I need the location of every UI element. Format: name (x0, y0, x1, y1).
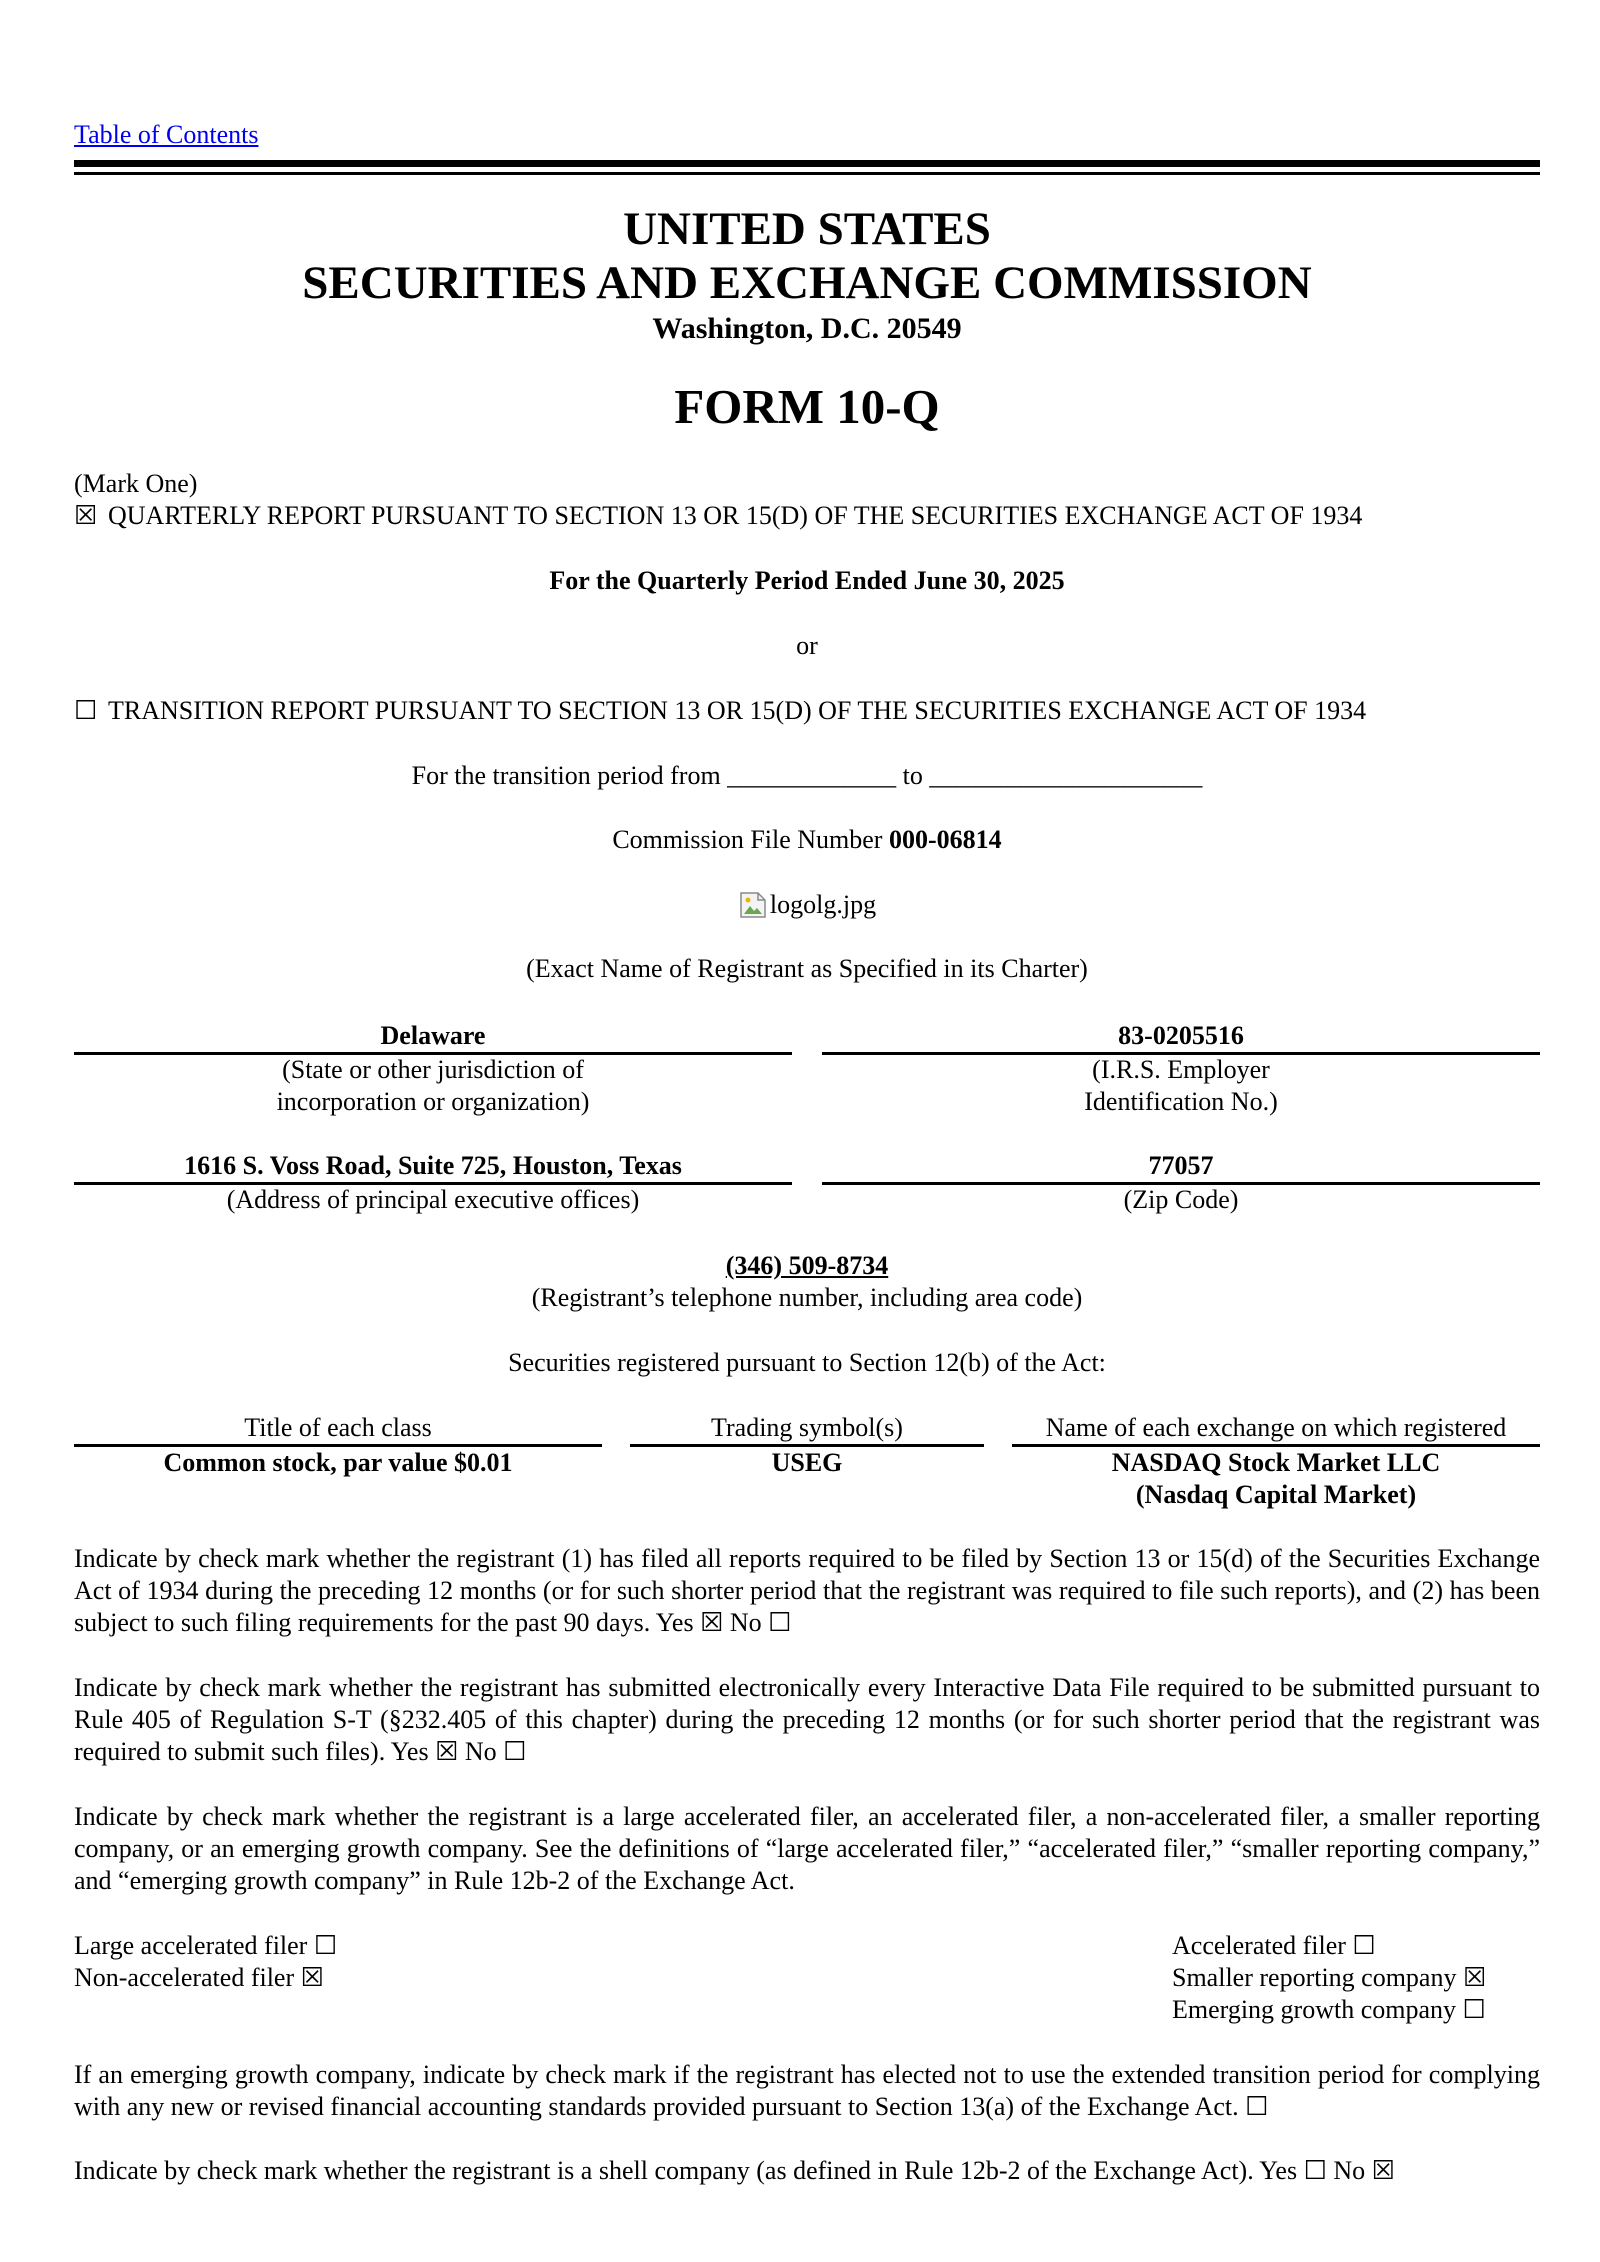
quarterly-report-row (74, 500, 1540, 532)
column-title-of-class: Title of each class (74, 1412, 602, 1447)
form-title: FORM 10-Q (674, 379, 940, 434)
emerging-growth-company: Emerging growth company ☐ (1172, 1995, 1486, 2024)
shell-company-paragraph: Indicate by check mark whether the registrant is a shell company (as defined in Rule 12b-2 of the Exchange Act). Yes ☐ No ☒ (74, 2156, 1395, 2185)
logo-alt-text: logolg.jpg (769, 890, 877, 919)
phone-caption: (Registrant’s telephone number, including area code) (531, 1283, 1083, 1312)
smaller-reporting-company: Smaller reporting company ☒ (1172, 1963, 1487, 1992)
transition-report-row (74, 695, 1540, 727)
transition-period: For the transition period from _____________ to _____________________ (411, 761, 1203, 790)
header-rule-thin (74, 172, 1540, 175)
interactive-data-paragraph: Indicate by check mark whether the registrant has submitted electronically every Interactive Data File required to be submitted pursuant to Rule 405 of Regulation S-T (§232.405 of this chapter) during the preceding 12 months (or for such shorter period that the registrant was required to submit such files). Yes ☒ No ☐ (74, 1673, 1540, 1766)
irs-caption-line2: Identification No.) (1084, 1087, 1278, 1116)
registrant-phone: (346) 509-8734 (725, 1251, 889, 1280)
filed-reports-paragraph: Indicate by check mark whether the registrant (1) has filed all reports required to be filed by Section 13 or 15(d) of the Securities Exchange Act of 1934 during the preceding 12 months (or for such shorter period that the registrant was required to file such reports), and (2) has been subject to such filing requirements for the past 90 days. Yes ☒ No ☐ (74, 1544, 1540, 1637)
header-rule-thick (74, 160, 1540, 167)
mark-one-label: (Mark One) (74, 469, 198, 498)
transition-report-text: TRANSITION REPORT PURSUANT TO SECTION 13 OR 15(D) OF THE SECURITIES EXCHANGE ACT OF 1934 (108, 696, 1367, 725)
header-united-states: UNITED STATES (623, 203, 991, 255)
or-text: or (796, 631, 818, 660)
registrant-name-caption: (Exact Name of Registrant as Specified in its Charter) (526, 954, 1088, 983)
security-exchange-line2: (Nasdaq Capital Market) (1135, 1480, 1417, 1509)
securities-heading: Securities registered pursuant to Section 12(b) of the Act: (508, 1348, 1106, 1377)
phone-row (74, 1250, 1540, 1282)
accelerated-filer: Accelerated filer ☐ (1172, 1931, 1376, 1960)
security-class-title: Common stock, par value $0.01 (163, 1448, 513, 1477)
security-trading-symbol: USEG (771, 1448, 843, 1477)
state-caption-line1: (State or other jurisdiction of (282, 1055, 584, 1084)
broken-image-icon (738, 890, 768, 920)
commission-file-label: Commission File Number (612, 825, 889, 854)
irs-employer-id: 83-0205516 (822, 1020, 1540, 1055)
transition-report-checkbox: ☐ (74, 696, 98, 725)
filer-type-paragraph: Indicate by check mark whether the registrant is a large accelerated filer, an accelerated filer, a non-accelerated filer, a smaller reporting company, or an emerging growth company. See the definitions of “large accelerated filer,” “accelerated filer,” “smaller reporting company,” and “emerging growth company” in Rule 12b-2 of the Exchange Act. (74, 1802, 1540, 1895)
table-of-contents-link[interactable]: Table of Contents (74, 120, 259, 149)
quarterly-report-checkbox: ☒ (74, 501, 98, 530)
security-exchange-line1: NASDAQ Stock Market LLC (1111, 1448, 1441, 1477)
state-caption-line2: incorporation or organization) (276, 1087, 590, 1116)
company-logo (74, 889, 1540, 928)
column-trading-symbol: Trading symbol(s) (630, 1412, 984, 1447)
emerging-growth-paragraph: If an emerging growth company, indicate by check mark if the registrant has elected not to use the extended transition period for complying with any new or revised financial accounting standards provided pursuant to Section 13(a) of the Exchange Act. ☐ (74, 2060, 1540, 2121)
principal-office-address: 1616 S. Voss Road, Suite 725, Houston, Texas (74, 1150, 792, 1185)
header-address: Washington, D.C. 20549 (652, 312, 962, 345)
irs-caption-line1: (I.R.S. Employer (1092, 1055, 1270, 1084)
header-sec: SECURITIES AND EXCHANGE COMMISSION (302, 257, 1312, 309)
zip-caption: (Zip Code) (1123, 1185, 1239, 1214)
quarterly-period: For the Quarterly Period Ended June 30, 2025 (549, 566, 1065, 595)
non-accelerated-filer: Non-accelerated filer ☒ (74, 1963, 324, 1992)
quarterly-report-text: QUARTERLY REPORT PURSUANT TO SECTION 13 OR 15(D) OF THE SECURITIES EXCHANGE ACT OF 1934 (108, 501, 1363, 530)
commission-file-value: 000-06814 (888, 825, 1002, 854)
state-of-incorporation: Delaware (74, 1020, 792, 1055)
large-accelerated-filer: Large accelerated filer ☐ (74, 1931, 338, 1960)
zip-code: 77057 (822, 1150, 1540, 1185)
address-caption: (Address of principal executive offices) (226, 1185, 640, 1214)
commission-file-number (74, 824, 1540, 856)
column-exchange-name: Name of each exchange on which registered (1012, 1412, 1540, 1447)
